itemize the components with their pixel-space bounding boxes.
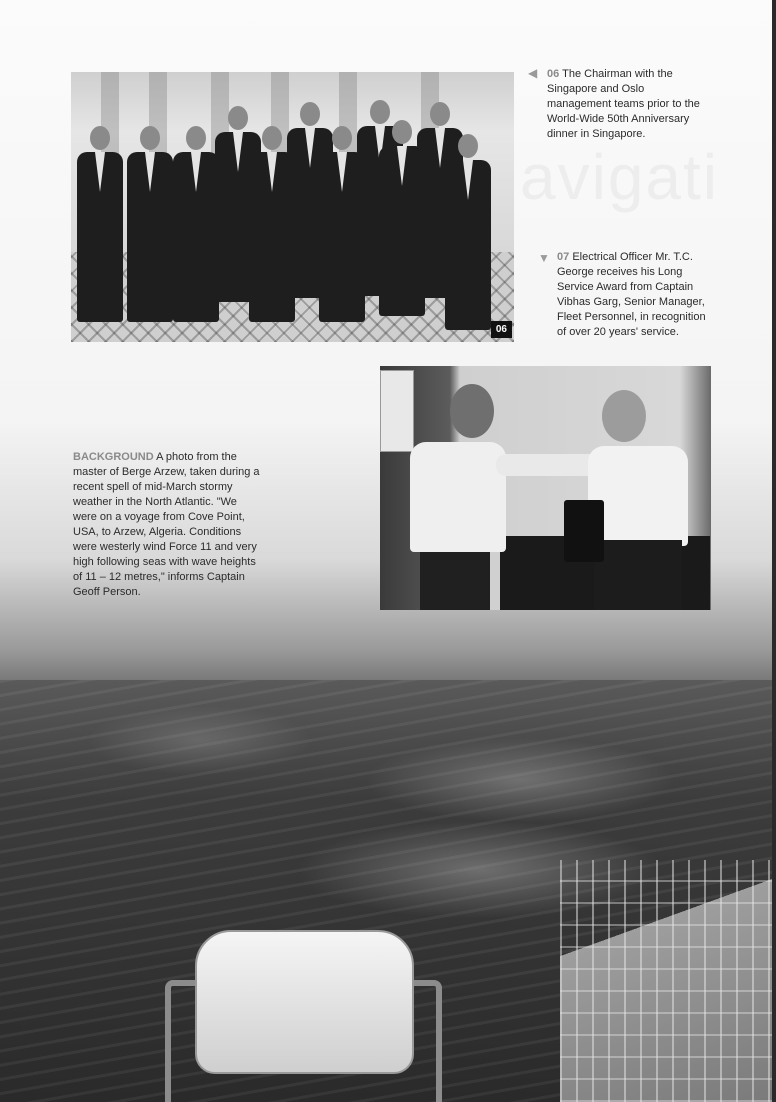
background-label: BACKGROUND [73, 451, 154, 463]
caption-07 [557, 250, 717, 340]
group-photo [71, 72, 514, 342]
ship-radome [195, 930, 414, 1074]
caption-text: Electrical Officer Mr. T.C. George receives his Long Service Award from Captain Vibhas Garg, Senior Manager, Fleet Personnel, in recognition of over 20 years' service. [557, 251, 706, 338]
ship-deck-railing [560, 860, 776, 1102]
watermark-text: avigati [520, 141, 719, 213]
caption-06 [547, 67, 707, 142]
award-photo [380, 366, 711, 610]
caption-number: 06 [547, 68, 560, 80]
down-arrow-icon: ▼ [538, 251, 550, 265]
photo-number-badge: 06 [491, 321, 512, 338]
background-text: A photo from the master of Berge Arzew, taken during a recent spell of mid-March stormy weather in the North Atlantic. "We were on a voyage from Cove Point, USA, to Arzew, Algeria. Conditions were westerly wind Force 11 and very high following seas with wave heights of 11 – 12 metres," informs Captain Geoff Person. [73, 451, 260, 598]
background-caption [73, 450, 263, 600]
caption-number: 07 [557, 251, 570, 263]
left-arrow-icon: ◀ [528, 66, 538, 80]
caption-text: The Chairman with the Singapore and Oslo management teams prior to the World-Wide 50th Anniversary dinner in Singapore. [547, 68, 700, 140]
